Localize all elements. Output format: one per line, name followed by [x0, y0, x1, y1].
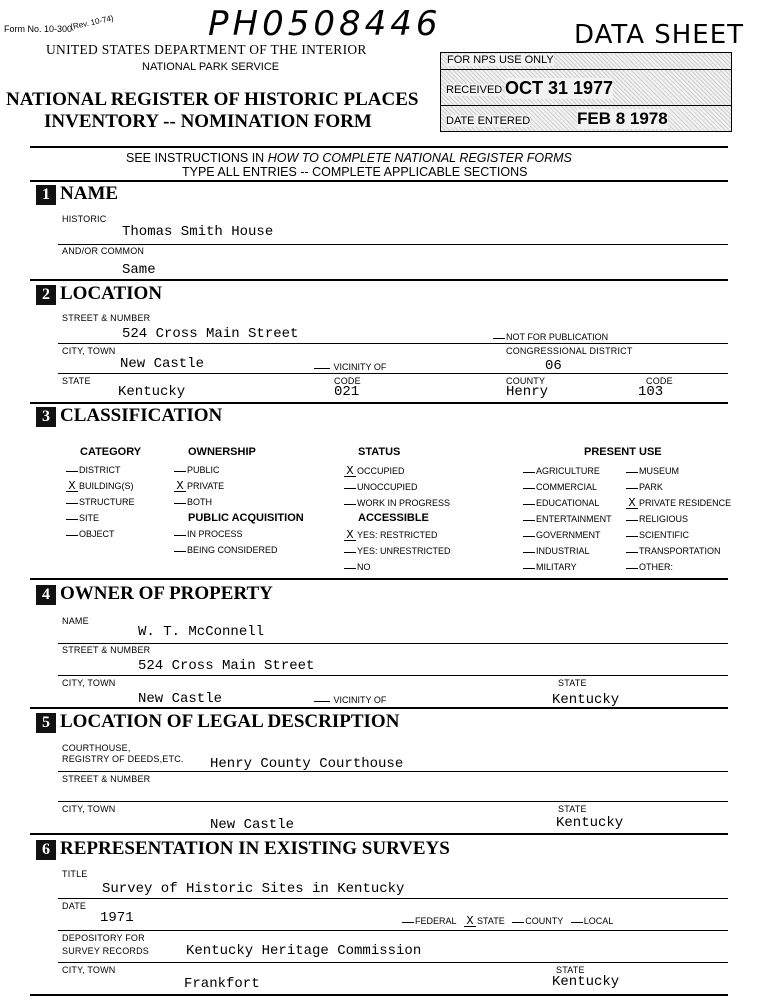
- courthouse-state-value: Kentucky: [556, 815, 624, 831]
- courthouse-value: Henry County Courthouse: [210, 756, 404, 772]
- acquisition-option-being-considered: [174, 545, 278, 555]
- section-5-title: LOCATION OF LEGAL DESCRIPTION: [60, 711, 400, 732]
- checkbox-marked-icon: X: [344, 531, 356, 541]
- checkbox-blank-icon: [174, 497, 186, 504]
- city-value: New Castle: [120, 356, 205, 372]
- checkbox-blank-icon: [66, 497, 78, 504]
- category-option-district: [66, 465, 121, 475]
- accessible-option-yes-restricted: [344, 530, 438, 541]
- option-label: SITE: [79, 513, 100, 523]
- present-use-option-museum: [626, 466, 679, 476]
- county-code-label: CODE: [646, 376, 673, 386]
- checkbox-blank-icon: [344, 562, 356, 569]
- category-option-site: [66, 513, 99, 523]
- checkbox-marked-icon: X: [174, 482, 186, 492]
- acquisition-option-in-process: [174, 529, 243, 539]
- form-title-line2: INVENTORY -- NOMINATION FORM: [44, 111, 372, 132]
- section-4-number: 4: [36, 585, 56, 605]
- checkbox-blank-icon: [174, 465, 186, 472]
- section-1-number: 1: [36, 185, 56, 205]
- checkbox-blank-icon: [66, 465, 78, 472]
- courthouse-city-label: CITY, TOWN: [62, 804, 116, 814]
- checkbox-blank-icon: [174, 545, 186, 552]
- data-sheet-stamp: DATA SHEET: [574, 20, 745, 50]
- owner-state-value: Kentucky: [552, 692, 620, 708]
- option-label: AGRICULTURE: [536, 466, 600, 476]
- checkbox-blank-icon: [523, 514, 535, 521]
- checkbox-blank-icon: [626, 482, 638, 489]
- checkbox-blank-icon: [523, 482, 535, 489]
- option-label: SCIENTIFIC: [639, 530, 690, 540]
- state-value: Kentucky: [118, 384, 186, 400]
- city-label: CITY, TOWN: [62, 346, 116, 356]
- depository-city-value: Frankfort: [184, 976, 260, 992]
- option-label: COMMERCIAL: [536, 482, 598, 492]
- street-value: 524 Cross Main Street: [122, 326, 299, 342]
- section-1-title: NAME: [60, 183, 119, 204]
- checkbox-blank-icon: [626, 514, 638, 521]
- accessible-option-yes-unrestricted: [344, 546, 451, 556]
- section-3-title: CLASSIFICATION: [60, 405, 223, 426]
- checkbox-marked-icon: X: [344, 467, 356, 477]
- option-label: NO: [357, 562, 371, 572]
- section-5-number: 5: [36, 713, 56, 733]
- section-2-number: 2: [36, 285, 56, 305]
- option-label: OTHER:: [639, 562, 674, 572]
- instructions-line1: SEE INSTRUCTIONS IN HOW TO COMPLETE NATIONAL REGISTER FORMS: [126, 151, 572, 165]
- option-label: BUILDING(S): [79, 481, 134, 491]
- option-label: DISTRICT: [79, 465, 121, 475]
- option-label: UNOCCUPIED: [357, 482, 418, 492]
- owner-street-label: STREET & NUMBER: [62, 645, 151, 655]
- depository-city-label: CITY, TOWN: [62, 965, 116, 975]
- section-6-title: REPRESENTATION IN EXISTING SURVEYS: [60, 838, 450, 859]
- received-label: RECEIVED: [446, 84, 503, 96]
- option-label: WORK IN PROGRESS: [357, 498, 451, 508]
- option-label: PRIVATE: [187, 481, 225, 491]
- checkbox-blank-icon: [626, 466, 638, 473]
- ownership-heading: OWNERSHIP: [188, 446, 256, 458]
- owner-street-value: 524 Cross Main Street: [138, 658, 315, 674]
- option-label: PARK: [639, 482, 663, 492]
- checkbox-blank-icon: [344, 482, 356, 489]
- owner-state-label: STATE: [558, 678, 587, 688]
- checkbox-marked-icon: X: [626, 499, 638, 509]
- present-use-option-military: [523, 562, 577, 572]
- form-revision: (Rev. 10-74): [69, 13, 115, 32]
- option-label: EDUCATIONAL: [536, 498, 600, 508]
- present-use-option-industrial: [523, 546, 590, 556]
- county-label: COUNTY: [506, 376, 546, 386]
- form-title-line1: NATIONAL REGISTER OF HISTORIC PLACES: [6, 89, 419, 110]
- street-label: STREET & NUMBER: [62, 313, 151, 323]
- section-6-number: 6: [36, 840, 56, 860]
- ownership-option-public: [174, 465, 220, 475]
- courthouse-street-label: STREET & NUMBER: [62, 774, 151, 784]
- depository-label-line2: SURVEY RECORDS: [62, 946, 149, 956]
- present-use-option-transportation: [626, 546, 721, 556]
- not-for-publication-option: NOT FOR PUBLICATION: [493, 332, 608, 342]
- depository-state-label: STATE: [556, 965, 585, 975]
- option-label: PUBLIC: [187, 465, 220, 475]
- vicinity-option: VICINITY OF: [314, 362, 386, 372]
- nps-use-box: [440, 52, 732, 132]
- courthouse-label-line2: REGISTRY OF DEEDS,ETC.: [62, 754, 184, 764]
- checkbox-blank-icon: [344, 498, 356, 505]
- courthouse-state-label: STATE: [558, 804, 587, 814]
- ownership-option-both: [174, 497, 212, 507]
- category-option-building-s: [66, 481, 134, 492]
- option-label: BEING CONSIDERED: [187, 545, 278, 555]
- form-number: Form No. 10-300: [4, 24, 73, 34]
- checkbox-blank-icon: [66, 513, 78, 520]
- owner-vicinity-option: VICINITY OF: [314, 695, 386, 705]
- department-name: UNITED STATES DEPARTMENT OF THE INTERIOR: [46, 42, 367, 57]
- owner-city-label: CITY, TOWN: [62, 678, 116, 688]
- historic-name-value: Thomas Smith House: [122, 224, 274, 240]
- section-4-title: OWNER OF PROPERTY: [60, 583, 273, 604]
- survey-level-options: FEDERAL X STATE COUNTY LOCAL: [402, 916, 613, 927]
- present-use-option-government: [523, 530, 601, 540]
- courthouse-label-line1: COURTHOUSE,: [62, 743, 131, 753]
- county-value: Henry: [506, 384, 549, 400]
- date-entered-stamp: FEB 8 1978: [577, 109, 668, 128]
- state-label: STATE: [62, 376, 91, 386]
- present-use-option-entertainment: [523, 514, 612, 524]
- present-use-option-commercial: [523, 482, 597, 492]
- checkbox-blank-icon: [523, 530, 535, 537]
- present-use-option-agriculture: [523, 466, 600, 476]
- historic-name-label: HISTORIC: [62, 214, 107, 224]
- instructions-line2: TYPE ALL ENTRIES -- COMPLETE APPLICABLE SECTIONS: [182, 165, 528, 179]
- checkbox-blank-icon: [174, 529, 186, 536]
- option-label: ENTERTAINMENT: [536, 514, 612, 524]
- present-use-option-scientific: [626, 530, 689, 540]
- option-label: BOTH: [187, 497, 213, 507]
- option-label: RELIGIOUS: [639, 514, 689, 524]
- checkbox-blank-icon: [523, 562, 535, 569]
- congressional-district-label: CONGRESSIONAL DISTRICT: [506, 346, 633, 356]
- status-heading: STATUS: [358, 446, 401, 458]
- present-use-option-religious: [626, 514, 688, 524]
- checkbox-blank-icon: [523, 498, 535, 505]
- option-label: TRANSPORTATION: [639, 546, 721, 556]
- handwritten-reference-number: PH0508446: [208, 4, 442, 44]
- public-acquisition-heading: PUBLIC ACQUISITION: [188, 512, 304, 524]
- owner-name-value: W. T. McConnell: [138, 624, 265, 640]
- checkbox-blank-icon: [344, 546, 356, 553]
- present-use-option-private-residence: [626, 498, 731, 509]
- option-label: PRIVATE RESIDENCE: [639, 498, 732, 508]
- option-label: OCCUPIED: [357, 466, 405, 476]
- checkbox-blank-icon: [626, 530, 638, 537]
- survey-date-value: 1971: [100, 910, 134, 926]
- owner-name-label: NAME: [62, 616, 89, 626]
- checkbox-blank-icon: [626, 562, 638, 569]
- present-use-option-other: [626, 562, 673, 572]
- accessible-heading: ACCESSIBLE: [358, 512, 429, 524]
- checkbox-blank-icon: [523, 466, 535, 473]
- received-date-stamp: OCT 31 1977: [505, 78, 614, 98]
- present-use-option-educational: [523, 498, 599, 508]
- date-entered-label: DATE ENTERED: [446, 115, 531, 127]
- status-option-unoccupied: [344, 482, 418, 492]
- congressional-district-value: 06: [545, 358, 562, 374]
- common-name-label: AND/OR COMMON: [62, 246, 145, 256]
- checkbox-marked-icon: X: [66, 482, 78, 492]
- survey-date-label: DATE: [62, 901, 87, 911]
- option-label: OBJECT: [79, 529, 115, 539]
- option-label: INDUSTRIAL: [536, 546, 590, 556]
- state-code-label: CODE: [334, 376, 361, 386]
- category-option-structure: [66, 497, 135, 507]
- common-name-value: Same: [122, 262, 156, 278]
- option-label: MILITARY: [536, 562, 577, 572]
- nps-box-heading: FOR NPS USE ONLY: [447, 54, 554, 66]
- option-label: STRUCTURE: [79, 497, 135, 507]
- option-label: YES: UNRESTRICTED: [357, 546, 451, 556]
- checkbox-blank-icon: [66, 529, 78, 536]
- owner-city-value: New Castle: [138, 691, 223, 707]
- depository-label-line1: DEPOSITORY FOR: [62, 933, 145, 943]
- survey-title-label: TITLE: [62, 869, 88, 879]
- depository-state-value: Kentucky: [552, 974, 620, 990]
- status-option-occupied: [344, 466, 405, 477]
- category-option-object: [66, 529, 115, 539]
- option-label: YES: RESTRICTED: [357, 530, 438, 540]
- present-use-heading: PRESENT USE: [584, 446, 662, 458]
- status-option-work-in-progress: [344, 498, 450, 508]
- courthouse-city-value: New Castle: [210, 817, 295, 833]
- survey-title-value: Survey of Historic Sites in Kentucky: [102, 881, 405, 897]
- county-code-value: 103: [638, 384, 664, 400]
- present-use-option-park: [626, 482, 663, 492]
- section-2-title: LOCATION: [60, 283, 163, 304]
- accessible-option-no: [344, 562, 371, 572]
- option-label: MUSEUM: [639, 466, 679, 476]
- checkbox-blank-icon: [626, 546, 638, 553]
- section-3-number: 3: [36, 407, 56, 427]
- state-code-value: 021: [334, 384, 360, 400]
- option-label: GOVERNMENT: [536, 530, 601, 540]
- depository-value: Kentucky Heritage Commission: [186, 943, 422, 959]
- category-heading: CATEGORY: [80, 446, 142, 458]
- checkbox-blank-icon: [523, 546, 535, 553]
- service-name: NATIONAL PARK SERVICE: [142, 61, 280, 73]
- option-label: IN PROCESS: [187, 529, 243, 539]
- ownership-option-private: [174, 481, 224, 492]
